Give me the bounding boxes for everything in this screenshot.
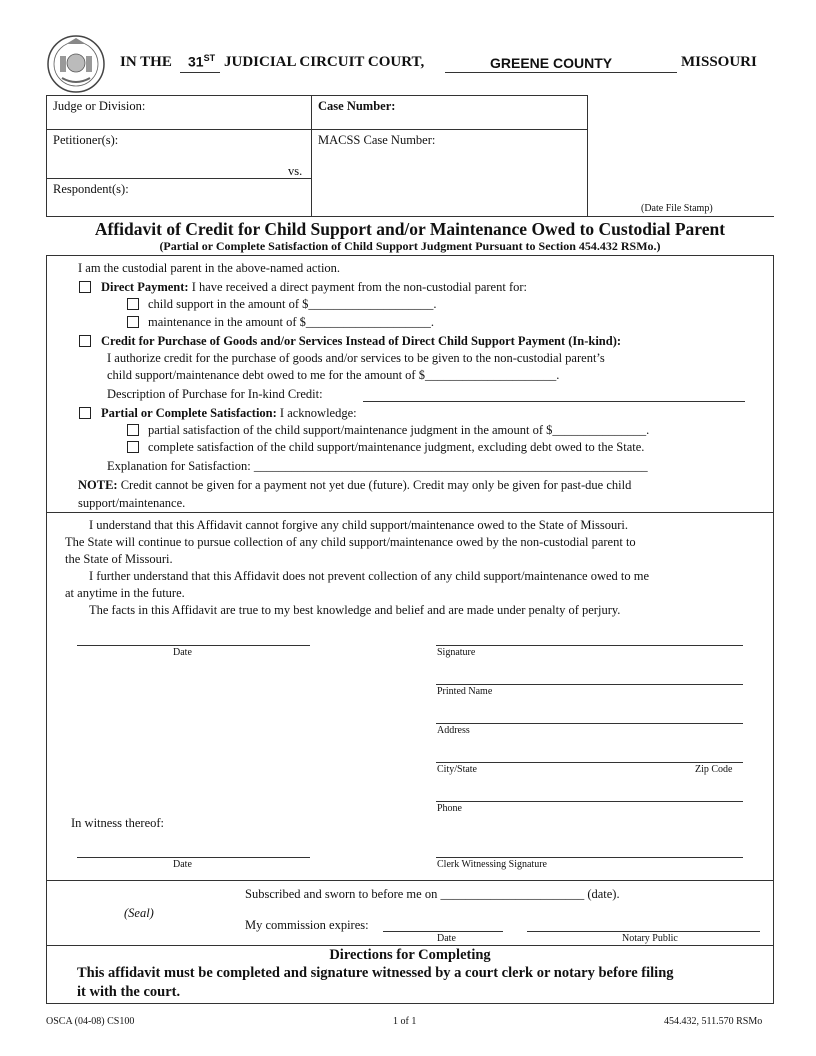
zip-label: Zip Code	[695, 764, 733, 775]
further-line2: at anytime in the future.	[65, 586, 185, 600]
further-line1: I further understand that this Affidavit does not prevent collection of any child support/maintenance owed to me	[89, 569, 650, 583]
signature-label: Signature	[437, 647, 476, 658]
maintenance-amount: maintenance in the amount of $____________________.	[148, 315, 435, 329]
circuit-number: 31ST	[188, 53, 216, 70]
city-state-line[interactable]	[436, 762, 743, 763]
explanation-line: Explanation for Satisfaction: _______________________________________________________________	[107, 459, 648, 473]
commission-date-line[interactable]	[383, 931, 503, 932]
date-label: Date	[173, 647, 192, 658]
partial-satisfaction-text: partial satisfaction of the child support/maintenance judgment in the amount of $_______________.	[148, 423, 650, 437]
macss-label: MACSS Case Number:	[318, 133, 436, 147]
understand-line3: the State of Missouri.	[65, 552, 173, 566]
county-value: GREENE COUNTY	[490, 55, 613, 71]
notary-public-label: Notary Public	[622, 933, 678, 944]
child-support-amount: child support in the amount of $____________________.	[148, 297, 437, 311]
inkind-checkbox[interactable]	[79, 335, 91, 347]
inkind-description-label: Description of Purchase for In-kind Credit:	[107, 387, 323, 401]
address-label: Address	[437, 725, 470, 736]
state-label: MISSOURI	[681, 54, 757, 70]
file-stamp-label: (Date File Stamp)	[641, 203, 713, 214]
printed-name-line[interactable]	[436, 684, 743, 685]
partial-satisfaction-checkbox[interactable]	[127, 424, 139, 436]
direct-payment-text: Direct Payment: I have received a direct payment from the non-custodial parent for:	[101, 280, 527, 294]
clerk-signature-label: Clerk Witnessing Signature	[437, 859, 547, 870]
court-name: JUDICIAL CIRCUIT COURT,	[224, 54, 425, 70]
note-line1: NOTE: Credit cannot be given for a payment not yet due (future). Credit may only be given for past-due child	[78, 478, 632, 492]
witness-date-label: Date	[173, 859, 192, 870]
directions-line2: it with the court.	[77, 984, 181, 1000]
address-line[interactable]	[436, 723, 743, 724]
direct-payment-checkbox[interactable]	[79, 281, 91, 293]
subscribed-line: Subscribed and sworn to before me on _______________________ (date).	[245, 887, 620, 901]
witness-date-line[interactable]	[77, 857, 310, 858]
circuit-suffix: ST	[203, 53, 216, 63]
header-prefix: IN THE	[120, 54, 172, 70]
statutes: 454.432, 511.570 RSMo	[664, 1016, 763, 1027]
city-state-label: City/State	[437, 764, 477, 775]
court-header	[120, 54, 172, 71]
form-id: OSCA (04-08) CS100	[46, 1016, 135, 1027]
inkind-line2: child support/maintenance debt owed to me for the amount of $_____________________.	[107, 368, 560, 382]
judge-label: Judge or Division:	[53, 99, 146, 113]
phone-label: Phone	[437, 803, 462, 814]
complete-satisfaction-text: complete satisfaction of the child support/maintenance judgment, excluding debt owed to the State.	[148, 440, 645, 454]
partial-complete-text: Partial or Complete Satisfaction: I acknowledge:	[101, 406, 357, 420]
missouri-seal-logo	[46, 34, 106, 94]
form-subtitle: (Partial or Complete Satisfaction of Child Support Judgment Pursuant to Section 454.432 RSMo.)	[159, 239, 661, 253]
custodial-intro: I am the custodial parent in the above-named action.	[78, 261, 341, 275]
facts-line: The facts in this Affidavit are true to my best knowledge and belief and are made under penalty of perjury.	[89, 603, 621, 617]
vs-label: vs.	[288, 164, 303, 178]
understand-line1: I understand that this Affidavit cannot forgive any child support/maintenance owed to the State of Missouri.	[89, 518, 629, 532]
form-title: Affidavit of Credit for Child Support and/or Maintenance Owed to Custodial Parent	[94, 219, 726, 239]
partial-complete-checkbox[interactable]	[79, 407, 91, 419]
seal-label: (Seal)	[124, 906, 154, 920]
petitioner-label: Petitioner(s):	[53, 133, 119, 147]
maintenance-checkbox[interactable]	[127, 316, 139, 328]
commission-label: My commission expires:	[245, 918, 369, 932]
child-support-checkbox[interactable]	[127, 298, 139, 310]
inkind-line1: I authorize credit for the purchase of goods and/or services to be given to the non-custodial parent’s	[107, 351, 605, 365]
signature-line[interactable]	[436, 645, 743, 646]
respondent-label: Respondent(s):	[53, 182, 129, 196]
understand-line2: The State will continue to pursue collection of any child support/maintenance owed by the non-custodial parent to	[65, 535, 636, 549]
page-number: 1 of 1	[393, 1016, 417, 1027]
clerk-signature-line[interactable]	[436, 857, 743, 858]
notary-signature-line[interactable]	[527, 931, 760, 932]
date-line[interactable]	[77, 645, 310, 646]
directions-title: Directions for Completing	[329, 947, 491, 963]
witness-label: In witness thereof:	[71, 816, 165, 830]
inkind-title: Credit for Purchase of Goods and/or Services Instead of Direct Child Support Payment (In-kind):	[101, 334, 622, 348]
inkind-description-line[interactable]	[363, 401, 745, 402]
note-line2: support/maintenance.	[78, 496, 186, 510]
commission-date-label: Date	[437, 933, 456, 944]
complete-satisfaction-checkbox[interactable]	[127, 441, 139, 453]
directions-line1: This affidavit must be completed and signature witnessed by a court clerk or notary before filing	[77, 965, 674, 981]
printed-name-label: Printed Name	[437, 686, 493, 697]
case-number-label: Case Number:	[318, 99, 396, 113]
phone-line[interactable]	[436, 801, 743, 802]
